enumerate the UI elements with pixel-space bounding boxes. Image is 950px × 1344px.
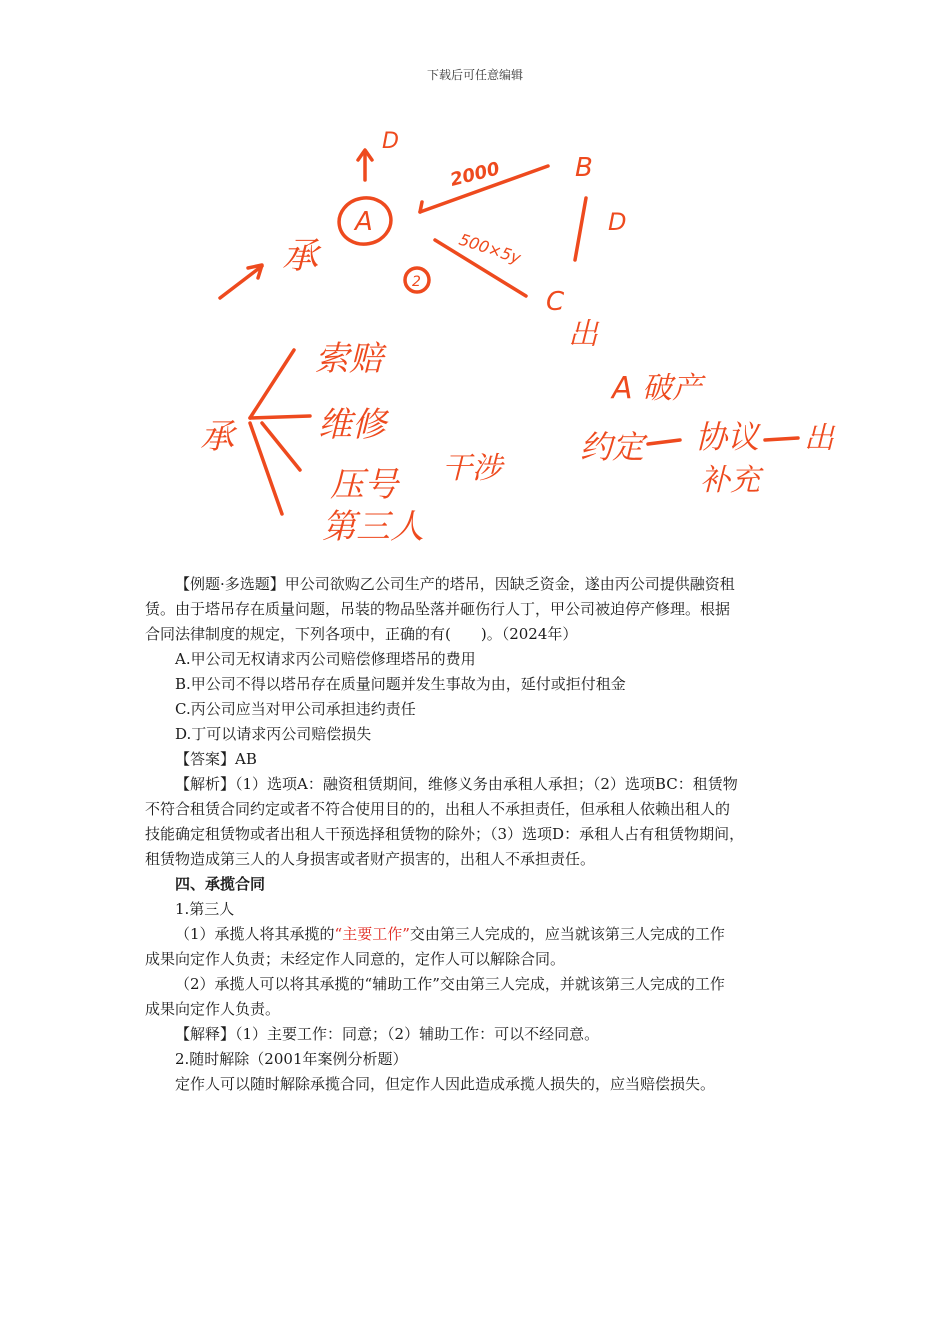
option-c: C.丙公司应当对甲公司承担违约责任 [175,700,416,718]
dash-line-1 [648,440,680,444]
subsection-2-title: 2.随时解除（2001年案例分析题） [175,1050,408,1068]
paragraph-2-line-1: （2）承揽人可以将其承揽的“辅助工作”交由第三人完成，并就该第三人完成的工作 [175,975,725,993]
branch-line-4 [250,423,282,514]
paragraph-3: 定作人可以随时解除承揽合同，但定作人因此造成承揽人损失的，应当赔偿损失。 [175,1075,716,1093]
option-b: B.甲公司不得以塔吊存在质量问题并发生事故为由，延付或拒付租金 [175,675,626,693]
label-a-pochan: A 破产 [612,371,703,406]
analysis-line-2: 不符合租赁合同约定或者不符合使用目的的，出租人不承担责任，但承租人依赖出租人的 [145,800,731,818]
label-gansha: 干涉 [442,451,502,486]
label-yueding: 约定 [580,428,645,466]
sketch-svg [190,118,850,568]
document-body [145,572,810,1097]
answer: 【答案】AB [175,750,257,768]
label-xieyi: 协议 [695,418,760,456]
label-buchong: 补充 [700,463,760,498]
line-b [575,198,586,260]
handwritten-sketch [190,118,850,568]
label-500x5y: 500×5y [456,229,524,268]
label-suopei: 索赔 [315,339,383,379]
label-weixiu: 维修 [318,405,386,445]
label-zhangfu: 压号 [330,465,398,505]
option-a: A.甲公司无权请求丙公司赔偿修理塔吊的费用 [175,650,476,668]
arrow-to-cheng [220,266,262,298]
analysis-line-1: 【解析】（1）选项A：融资租赁期间，维修义务由承租人承担；（2）选项BC：租赁物 [175,775,738,793]
label-b: B [575,153,593,183]
label-chu-mid: 出 [568,317,598,352]
main-work-highlight: “主要工作” [334,925,410,943]
dash-line-2 [765,438,798,440]
label-cheng-top: 承 [282,236,319,277]
option-d: D.丁可以请求丙公司赔偿损失 [175,725,372,743]
paragraph-1-line-2: 成果向定作人负责；未经定作人同意的，定作人可以解除合同。 [145,950,566,968]
label-2000: 2000 [448,158,502,191]
paragraph-1-line-1 [145,922,810,947]
explanation: 【解释】（1）主要工作：同意；（2）辅助工作：可以不经同意。 [175,1025,600,1043]
branch-line-1 [250,350,294,418]
section-title: 四、承揽合同 [175,875,266,893]
label-disanren: 第三人 [322,507,424,547]
label-d-top: D [382,129,399,154]
analysis-line-4: 租赁物造成第三人的人身损害或者财产损害的，出租人不承担责任。 [145,850,596,868]
example-line-1: 【例题·多选题】甲公司欲购乙公司生产的塔吊，因缺乏资金，遂由丙公司提供融资租 [175,575,735,593]
analysis-line-3: 技能确定租赁物或者出租人干预选择租赁物的除外；（3）选项D：承租人占有租赁物期间， [145,825,745,843]
example-line-2: 赁。由于塔吊存在质量问题，吊装的物品坠落并砸伤行人丁，甲公司被迫停产修理。根据 [145,600,731,618]
label-c: C [546,287,565,317]
label-d-right: D [608,208,627,236]
label-chu-right: 出 [804,421,834,456]
paragraph-1-post: 交由第三人完成的，应当就该第三人完成的工作 [409,925,725,943]
label-cheng-left: 承 [200,417,234,457]
label-circle-2: 2 [412,274,421,290]
paragraph-2-line-2: 成果向定作人负责。 [145,1000,281,1018]
branch-line-3 [262,423,300,470]
branch-line-2 [250,416,310,418]
line-2000-tick [420,202,422,212]
paragraph-1-pre: （1）承揽人将其承揽的 [175,925,335,943]
label-a-circle: A [355,207,373,237]
subsection-1-title: 1.第三人 [175,900,235,918]
page-header: 下载后可任意编辑 [426,68,523,82]
example-line-3: 合同法律制度的规定，下列各项中，正确的有( )。（2024年） [145,625,578,643]
